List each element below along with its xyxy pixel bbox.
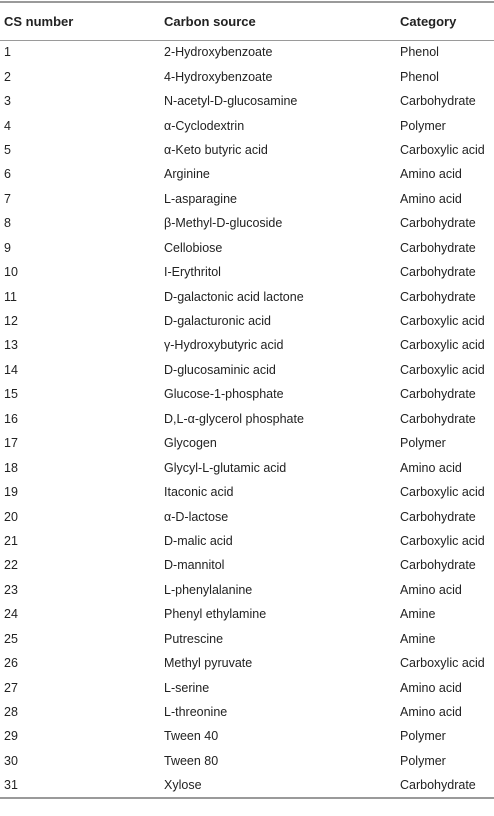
table-row bbox=[0, 407, 494, 431]
cell-cs-number: 10 bbox=[4, 265, 18, 280]
table-row bbox=[0, 529, 494, 553]
table-row bbox=[0, 651, 494, 675]
table-row bbox=[0, 284, 494, 308]
table-row bbox=[0, 700, 494, 724]
table-row bbox=[0, 627, 494, 651]
cell-cs-number: 22 bbox=[4, 558, 18, 573]
table-row bbox=[0, 382, 494, 406]
cell-category: Carbohydrate bbox=[400, 558, 476, 573]
cell-cs-number: 2 bbox=[4, 69, 11, 84]
cell-carbon-source: D-glucosaminic acid bbox=[164, 362, 276, 377]
cell-cs-number: 14 bbox=[4, 362, 18, 377]
cell-category: Carboxylic acid bbox=[400, 533, 485, 548]
cell-cs-number: 3 bbox=[4, 94, 11, 109]
cell-carbon-source: α-D-lactose bbox=[164, 509, 229, 524]
table-row bbox=[0, 773, 494, 797]
cell-carbon-source: L-asparagine bbox=[164, 191, 237, 206]
cell-cs-number: 18 bbox=[4, 460, 18, 475]
cell-carbon-source: D-malic acid bbox=[164, 533, 233, 548]
table-row bbox=[0, 211, 494, 235]
cell-category: Carbohydrate bbox=[400, 289, 476, 304]
cell-carbon-source: L-serine bbox=[164, 680, 210, 695]
cell-cs-number: 13 bbox=[4, 338, 18, 353]
cell-cs-number: 21 bbox=[4, 533, 18, 548]
table-row bbox=[0, 187, 494, 211]
cell-carbon-source: Itaconic acid bbox=[164, 485, 234, 500]
cell-carbon-source: 4-Hydroxybenzoate bbox=[164, 69, 273, 84]
cell-category: Polymer bbox=[400, 436, 446, 451]
table-row bbox=[0, 724, 494, 748]
cell-carbon-source: I-Erythritol bbox=[164, 265, 221, 280]
cell-category: Carbohydrate bbox=[400, 94, 476, 109]
cell-category: Carboxylic acid bbox=[400, 142, 485, 157]
cell-category: Phenol bbox=[400, 45, 439, 60]
cell-cs-number: 26 bbox=[4, 656, 18, 671]
cell-cs-number: 15 bbox=[4, 387, 18, 402]
table-row bbox=[0, 309, 494, 333]
table-row bbox=[0, 162, 494, 186]
table-row bbox=[0, 89, 494, 113]
table-row bbox=[0, 504, 494, 528]
cell-category: Carbohydrate bbox=[400, 509, 476, 524]
cell-carbon-source: L-threonine bbox=[164, 705, 228, 720]
cell-carbon-source: Methyl pyruvate bbox=[164, 656, 253, 671]
cell-category: Carbohydrate bbox=[400, 411, 476, 426]
cell-cs-number: 5 bbox=[4, 142, 11, 157]
table-row bbox=[0, 358, 494, 382]
table-body bbox=[0, 40, 494, 798]
cell-cs-number: 19 bbox=[4, 485, 18, 500]
table-row bbox=[0, 602, 494, 626]
cell-category: Carbohydrate bbox=[400, 265, 476, 280]
cell-carbon-source: Xylose bbox=[160, 773, 396, 797]
cell-cs-number: 7 bbox=[4, 191, 11, 206]
cell-cs-number: 28 bbox=[4, 705, 18, 720]
header-row bbox=[0, 2, 494, 40]
table-row bbox=[0, 333, 494, 357]
cell-carbon-source: Phenyl ethylamine bbox=[164, 607, 267, 622]
cell-carbon-source: D-mannitol bbox=[164, 558, 225, 573]
table-row bbox=[0, 553, 494, 577]
cell-category: Amino acid bbox=[400, 680, 462, 695]
cell-cs-number: 1 bbox=[4, 45, 11, 60]
cell-carbon-source: Tween 40 bbox=[164, 729, 219, 744]
cell-carbon-source: Putrescine bbox=[164, 631, 224, 646]
cell-cs-number: 30 bbox=[4, 753, 18, 768]
cell-cs-number: 9 bbox=[4, 240, 11, 255]
cell-carbon-source: L-phenylalanine bbox=[164, 582, 253, 597]
cell-category: Amino acid bbox=[400, 460, 462, 475]
cell-category: Amine bbox=[400, 631, 436, 646]
table-row bbox=[0, 578, 494, 602]
carbon-source-table bbox=[0, 1, 494, 799]
cell-category: Carboxylic acid bbox=[400, 338, 485, 353]
cell-category: Carbohydrate bbox=[400, 387, 476, 402]
table-row bbox=[0, 749, 494, 773]
cell-cs-number: 16 bbox=[4, 411, 18, 426]
header-carbon-source: Carbon source bbox=[160, 2, 396, 40]
cell-cs-number: 29 bbox=[4, 729, 18, 744]
cell-carbon-source: Cellobiose bbox=[164, 240, 223, 255]
table-row bbox=[0, 64, 494, 88]
cell-category: Carboxylic acid bbox=[400, 485, 485, 500]
table-row bbox=[0, 480, 494, 504]
cell-category: Polymer bbox=[400, 729, 446, 744]
table-row bbox=[0, 675, 494, 699]
cell-cs-number: 4 bbox=[4, 118, 11, 133]
table-row bbox=[0, 260, 494, 284]
cell-carbon-source: D-galactonic acid lactone bbox=[164, 289, 304, 304]
table-row bbox=[0, 138, 494, 162]
cell-carbon-source: γ-Hydroxybutyric acid bbox=[164, 338, 284, 353]
cell-carbon-source: α-Keto butyric acid bbox=[164, 142, 268, 157]
header-cs-number: CS number bbox=[0, 2, 160, 40]
cell-cs-number: 12 bbox=[4, 314, 18, 329]
cell-category: Amine bbox=[400, 607, 436, 622]
table-row bbox=[0, 431, 494, 455]
cell-category: Carbohydrate bbox=[400, 216, 476, 231]
cell-cs-number: 24 bbox=[4, 607, 18, 622]
cell-carbon-source: Glycogen bbox=[164, 436, 217, 451]
cell-carbon-source: Tween 80 bbox=[164, 753, 219, 768]
table-row bbox=[0, 40, 494, 64]
cell-carbon-source: D,L-α-glycerol phosphate bbox=[164, 411, 304, 426]
cell-cs-number: 27 bbox=[4, 680, 18, 695]
cell-carbon-source: Glycyl-L-glutamic acid bbox=[164, 460, 287, 475]
cell-carbon-source: Glucose-1-phosphate bbox=[164, 387, 284, 402]
cell-category: Polymer bbox=[400, 118, 446, 133]
table-header bbox=[0, 2, 494, 40]
cell-category: Amino acid bbox=[400, 167, 462, 182]
cell-cs-number: 8 bbox=[4, 216, 11, 231]
cell-carbon-source: Arginine bbox=[164, 167, 210, 182]
cell-category: Carboxylic acid bbox=[400, 656, 485, 671]
cell-cs-number: 23 bbox=[4, 582, 18, 597]
table-row bbox=[0, 113, 494, 137]
cell-category: Amino acid bbox=[400, 191, 462, 206]
cell-category: Carbohydrate bbox=[396, 773, 494, 797]
cell-cs-number: 11 bbox=[4, 289, 17, 304]
cell-cs-number: 25 bbox=[4, 631, 18, 646]
cell-category: Carboxylic acid bbox=[400, 314, 485, 329]
table-row bbox=[0, 455, 494, 479]
cell-category: Polymer bbox=[400, 753, 446, 768]
cell-category: Amino acid bbox=[400, 582, 462, 597]
cell-carbon-source: N-acetyl-D-glucosamine bbox=[164, 94, 298, 109]
cell-carbon-source: D-galacturonic acid bbox=[164, 314, 271, 329]
cell-cs-number: 17 bbox=[4, 436, 18, 451]
cell-category: Phenol bbox=[400, 69, 439, 84]
cell-carbon-source: α-Cyclodextrin bbox=[164, 118, 245, 133]
table-row bbox=[0, 236, 494, 260]
cell-category: Amino acid bbox=[400, 705, 462, 720]
cell-carbon-source: β-Methyl-D-glucoside bbox=[164, 216, 283, 231]
cell-category: Carboxylic acid bbox=[400, 362, 485, 377]
cell-cs-number: 20 bbox=[4, 509, 18, 524]
cell-cs-number: 6 bbox=[4, 167, 11, 182]
cell-category: Carbohydrate bbox=[400, 240, 476, 255]
cell-cs-number: 31 bbox=[0, 773, 160, 797]
cell-carbon-source: 2-Hydroxybenzoate bbox=[164, 45, 273, 60]
header-category: Category bbox=[396, 2, 494, 40]
